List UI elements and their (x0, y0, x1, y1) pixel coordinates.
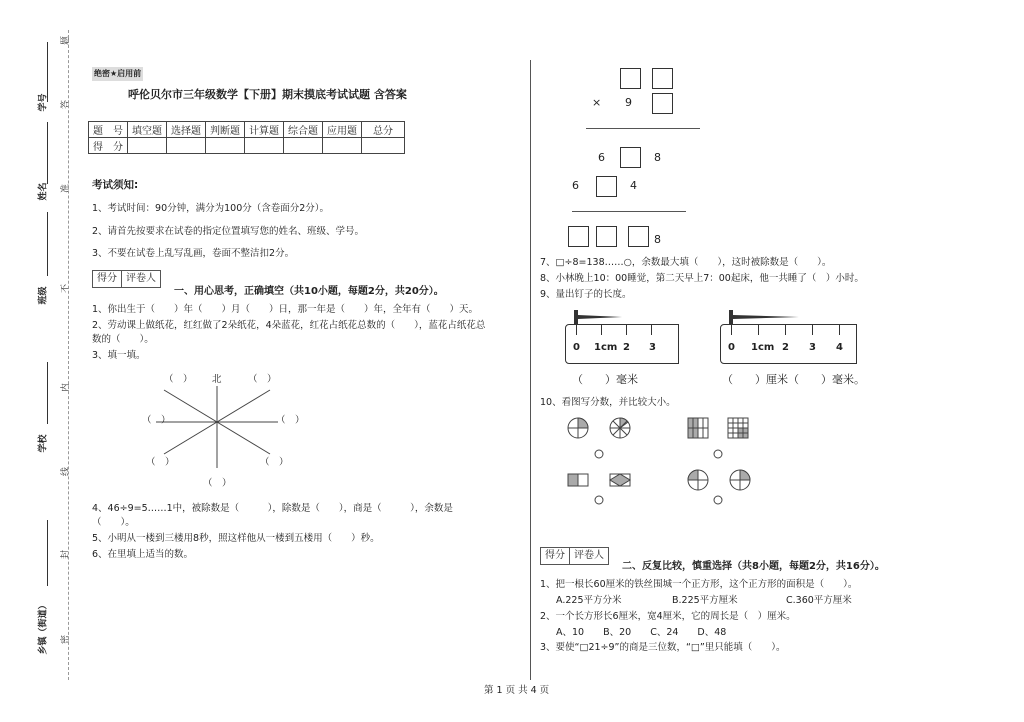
section2-heading: 二、反复比较，慎重选择（共8小题，每题2分，共16分）。 (622, 561, 885, 572)
blank-box (628, 226, 649, 247)
compass-w: （ ） (142, 415, 171, 426)
compass-ne: （ ） (248, 374, 277, 385)
cut-word: 准 (61, 183, 72, 194)
ruler-1: 0 1cm 2 3 (565, 324, 679, 364)
compass-sw: （ ） (146, 457, 175, 468)
compass-nw: （ ） (164, 374, 193, 385)
options: A、10 B、20 C、24 D、48 (556, 627, 727, 638)
question-5: 5、小明从一楼到三楼用8秒，照这样他从一楼到五楼用（ ）秒。 (92, 533, 380, 544)
digit: 6 (572, 179, 579, 192)
score-box-2: 得分 评卷人 (540, 543, 609, 565)
blank-box (652, 93, 673, 114)
page-title: 呼伦贝尔市三年级数学【下册】期末摸底考试试题 含答案 (128, 88, 407, 101)
notice-item: 3、不要在试卷上乱写乱画，卷面不整洁扣2分。 (92, 248, 295, 259)
score-col: 判断题 (206, 122, 245, 138)
option: B.225平方厘米 (672, 595, 738, 606)
line-name (47, 122, 48, 184)
s2-question-2: 2、一个长方形长6厘米，宽4厘米，它的周长是（ ）厘米。 (540, 611, 796, 622)
cut-line (68, 30, 69, 680)
digit: 4 (630, 179, 637, 192)
page-number: 第 1 页 共 4 页 (484, 685, 550, 696)
score-box-1: 得分 评卷人 (92, 266, 161, 288)
score-col: 题 号 (89, 122, 128, 138)
question-2: 2、劳动课上做纸花，红红做了2朵纸花，4朵蓝花，红花占纸花总数的（ ），蓝花占纸花总 (92, 320, 486, 331)
line-school (47, 362, 48, 424)
question-4: 4、46÷9=5……1中，被除数是（ ），除数是（ ），商是（ ），余数是 (92, 503, 453, 514)
nail-2 (727, 306, 807, 326)
score-col: 总分 (362, 122, 405, 138)
label-township: 乡镇（街道） (38, 600, 49, 655)
score-row-label: 得 分 (89, 138, 128, 154)
notice-item: 2、请首先按要求在试卷的指定位置填写您的姓名、班级、学号。 (92, 226, 365, 237)
section1-heading: 一、用心思考，正确填空（共10小题，每题2分，共20分）。 (174, 286, 444, 297)
line-township (47, 520, 48, 586)
score-table (88, 121, 405, 154)
compass-e: （ ） (276, 415, 305, 426)
calc-line (572, 211, 686, 212)
option: A.225平方分米 (556, 595, 622, 606)
cut-word: 题 (61, 35, 72, 46)
ruler-2: 0 1cm 2 3 4 (720, 324, 857, 364)
score-col: 应用题 (323, 122, 362, 138)
s2-question-1: 1、把一根长60厘米的铁丝围城一个正方形，这个正方形的面积是（ ）。 (540, 579, 858, 590)
blank-box (620, 68, 641, 89)
blank-box (652, 68, 673, 89)
blank-box (568, 226, 589, 247)
times-sign: × (592, 96, 602, 109)
answer-1: （ ）毫米 (572, 373, 638, 386)
label-student-id: 学号 (38, 93, 49, 112)
score-col: 填空题 (128, 122, 167, 138)
question-9: 9、量出钉子的长度。 (540, 289, 632, 300)
option: C.360平方厘米 (786, 595, 852, 606)
blank-box (596, 226, 617, 247)
notice-item: 1、考试时间：90分钟，满分为100分（含卷面分2分）。 (92, 203, 330, 214)
cut-word: 封 (61, 549, 72, 560)
cut-word: 内 (61, 382, 72, 393)
score-col: 选择题 (167, 122, 206, 138)
s2-question-3: 3、要使“□21÷9”的商是三位数，“□”里只能填（ ）。 (540, 642, 786, 653)
question-10: 10、看图写分数，并比较大小。 (540, 397, 676, 408)
cut-word: 答 (61, 99, 72, 110)
calc-line (586, 128, 700, 129)
question-3: 3、填一填。 (92, 350, 146, 361)
digit: 8 (654, 233, 661, 246)
label-school: 学校 (38, 434, 49, 453)
notice-heading: 考试须知: (92, 179, 139, 191)
label-name: 姓名 (38, 182, 49, 201)
question-8: 8、小林晚上10：00睡觉，第二天早上7：00起床，他一共睡了（ ）小时。 (540, 273, 864, 284)
line-class (47, 212, 48, 276)
blank-box (620, 147, 641, 168)
label-class: 班级 (38, 286, 49, 305)
question-1: 1、你出生于（ ）年（ ）月（ ）日，那一年是（ ）年，全年有（ ）天。 (92, 304, 479, 315)
answer-2: （ ）厘米（ ）毫米。 (722, 373, 865, 386)
blank-box (596, 176, 617, 197)
compass-se: （ ） (260, 457, 289, 468)
cut-word: 不 (61, 283, 72, 294)
compass-s: （ ） (203, 478, 232, 489)
cut-word: 密 (61, 634, 72, 645)
compass-north: 北 (212, 374, 222, 385)
digit: 9 (625, 96, 632, 109)
column-divider (530, 60, 531, 680)
digit: 6 (598, 151, 605, 164)
question-2-cont: 数的（ ）。 (92, 334, 154, 345)
score-col: 综合题 (284, 122, 323, 138)
nail-1 (572, 306, 632, 326)
question-4-cont: （ ）。 (92, 517, 135, 528)
digit: 8 (654, 151, 661, 164)
cut-word: 线 (61, 466, 72, 477)
confidential-badge: 绝密★启用前 (92, 67, 143, 81)
score-col: 计算题 (245, 122, 284, 138)
fraction-figures (562, 414, 762, 514)
question-6: 6、在里填上适当的数。 (92, 549, 194, 560)
question-7: 7、□÷8=138……○，余数最大填（ ），这时被除数是（ ）。 (540, 257, 832, 268)
